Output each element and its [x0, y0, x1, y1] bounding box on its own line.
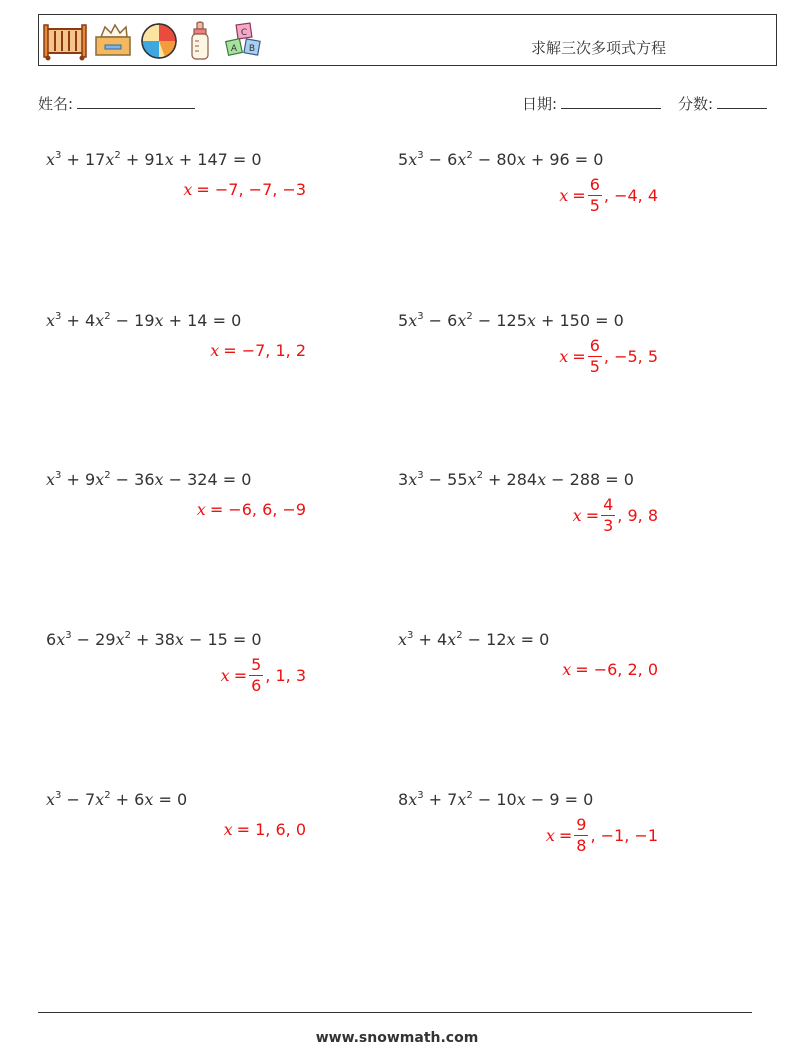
problem-item — [46, 470, 376, 600]
problem-item — [398, 311, 728, 441]
equation: $3x^3 - 55x^2 + 284x - 288 = 0$ — [398, 469, 634, 489]
header-icons — [43, 19, 265, 63]
problem-item — [398, 790, 728, 920]
worksheet-header — [38, 14, 777, 66]
answer: x = −6, 2, 0 — [562, 660, 658, 679]
equation: $8x^3 + 7x^2 - 10x - 9 = 0$ — [398, 789, 594, 809]
answer: x = $\frac{6}{5}$ , −5, 5 — [559, 336, 658, 376]
score-label: 分数: — [678, 95, 714, 113]
beach-ball-icon — [139, 21, 179, 61]
equation: $x^3 + 4x^2 - 12x = 0$ — [398, 629, 550, 649]
problem-item — [398, 630, 728, 760]
crib-icon — [43, 21, 87, 61]
svg-text:A: A — [230, 44, 238, 54]
fraction: $\frac{6}{5}$ — [589, 175, 600, 215]
date-field — [522, 93, 661, 114]
name-blank[interactable] — [77, 94, 195, 109]
tissue-box-icon — [93, 21, 133, 61]
svg-text:C: C — [240, 28, 248, 38]
equation: $x^3 - 7x^2 + 6x = 0$ — [46, 789, 188, 809]
date-blank[interactable] — [561, 94, 661, 109]
problem-item — [46, 790, 376, 920]
fraction: $\frac{4}{3}$ — [603, 495, 614, 535]
name-field — [38, 93, 195, 114]
problem-item — [46, 630, 376, 760]
answer: x = $\frac{6}{5}$ , −4, 4 — [559, 175, 658, 215]
equation: $6x^3 - 29x^2 + 38x - 15 = 0$ — [46, 629, 262, 649]
equation: $x^3 + 9x^2 - 36x - 324 = 0$ — [46, 469, 252, 489]
problem-item — [46, 311, 376, 441]
equation: $x^3 + 17x^2 + 91x + 147 = 0$ — [46, 149, 262, 169]
abc-blocks-icon — [221, 21, 265, 61]
answer: x = 1, 6, 0 — [223, 820, 306, 839]
equation: $5x^3 - 6x^2 - 125x + 150 = 0$ — [398, 310, 624, 330]
fraction: $\frac{5}{6}$ — [251, 655, 262, 695]
answer: x = $\frac{9}{8}$ , −1, −1 — [545, 815, 658, 855]
equation: $5x^3 - 6x^2 - 80x + 96 = 0$ — [398, 149, 604, 169]
answer: x = $\frac{5}{6}$ , 1, 3 — [220, 655, 306, 695]
footer-divider — [38, 1012, 752, 1013]
svg-text:B: B — [248, 44, 256, 54]
fraction: $\frac{9}{8}$ — [576, 815, 587, 855]
answer: x = −7, −7, −3 — [183, 180, 306, 199]
baby-bottle-icon — [185, 21, 215, 61]
score-field — [678, 93, 767, 114]
answer: x = $\frac{4}{3}$ , 9, 8 — [572, 495, 658, 535]
date-label: 日期: — [522, 95, 558, 113]
worksheet-title: 求解三次多项式方程 — [530, 39, 666, 57]
answer: x = −6, 6, −9 — [196, 500, 306, 519]
footer-url: www.snowmath.com — [315, 1030, 479, 1046]
equation: $x^3 + 4x^2 - 19x + 14 = 0$ — [46, 310, 242, 330]
answer: x = −7, 1, 2 — [210, 341, 306, 360]
problem-item — [46, 150, 376, 280]
fraction: $\frac{6}{5}$ — [589, 336, 600, 376]
score-blank[interactable] — [717, 94, 767, 109]
problem-item — [398, 470, 728, 600]
problem-item — [398, 150, 728, 280]
name-label: 姓名: — [38, 95, 74, 113]
